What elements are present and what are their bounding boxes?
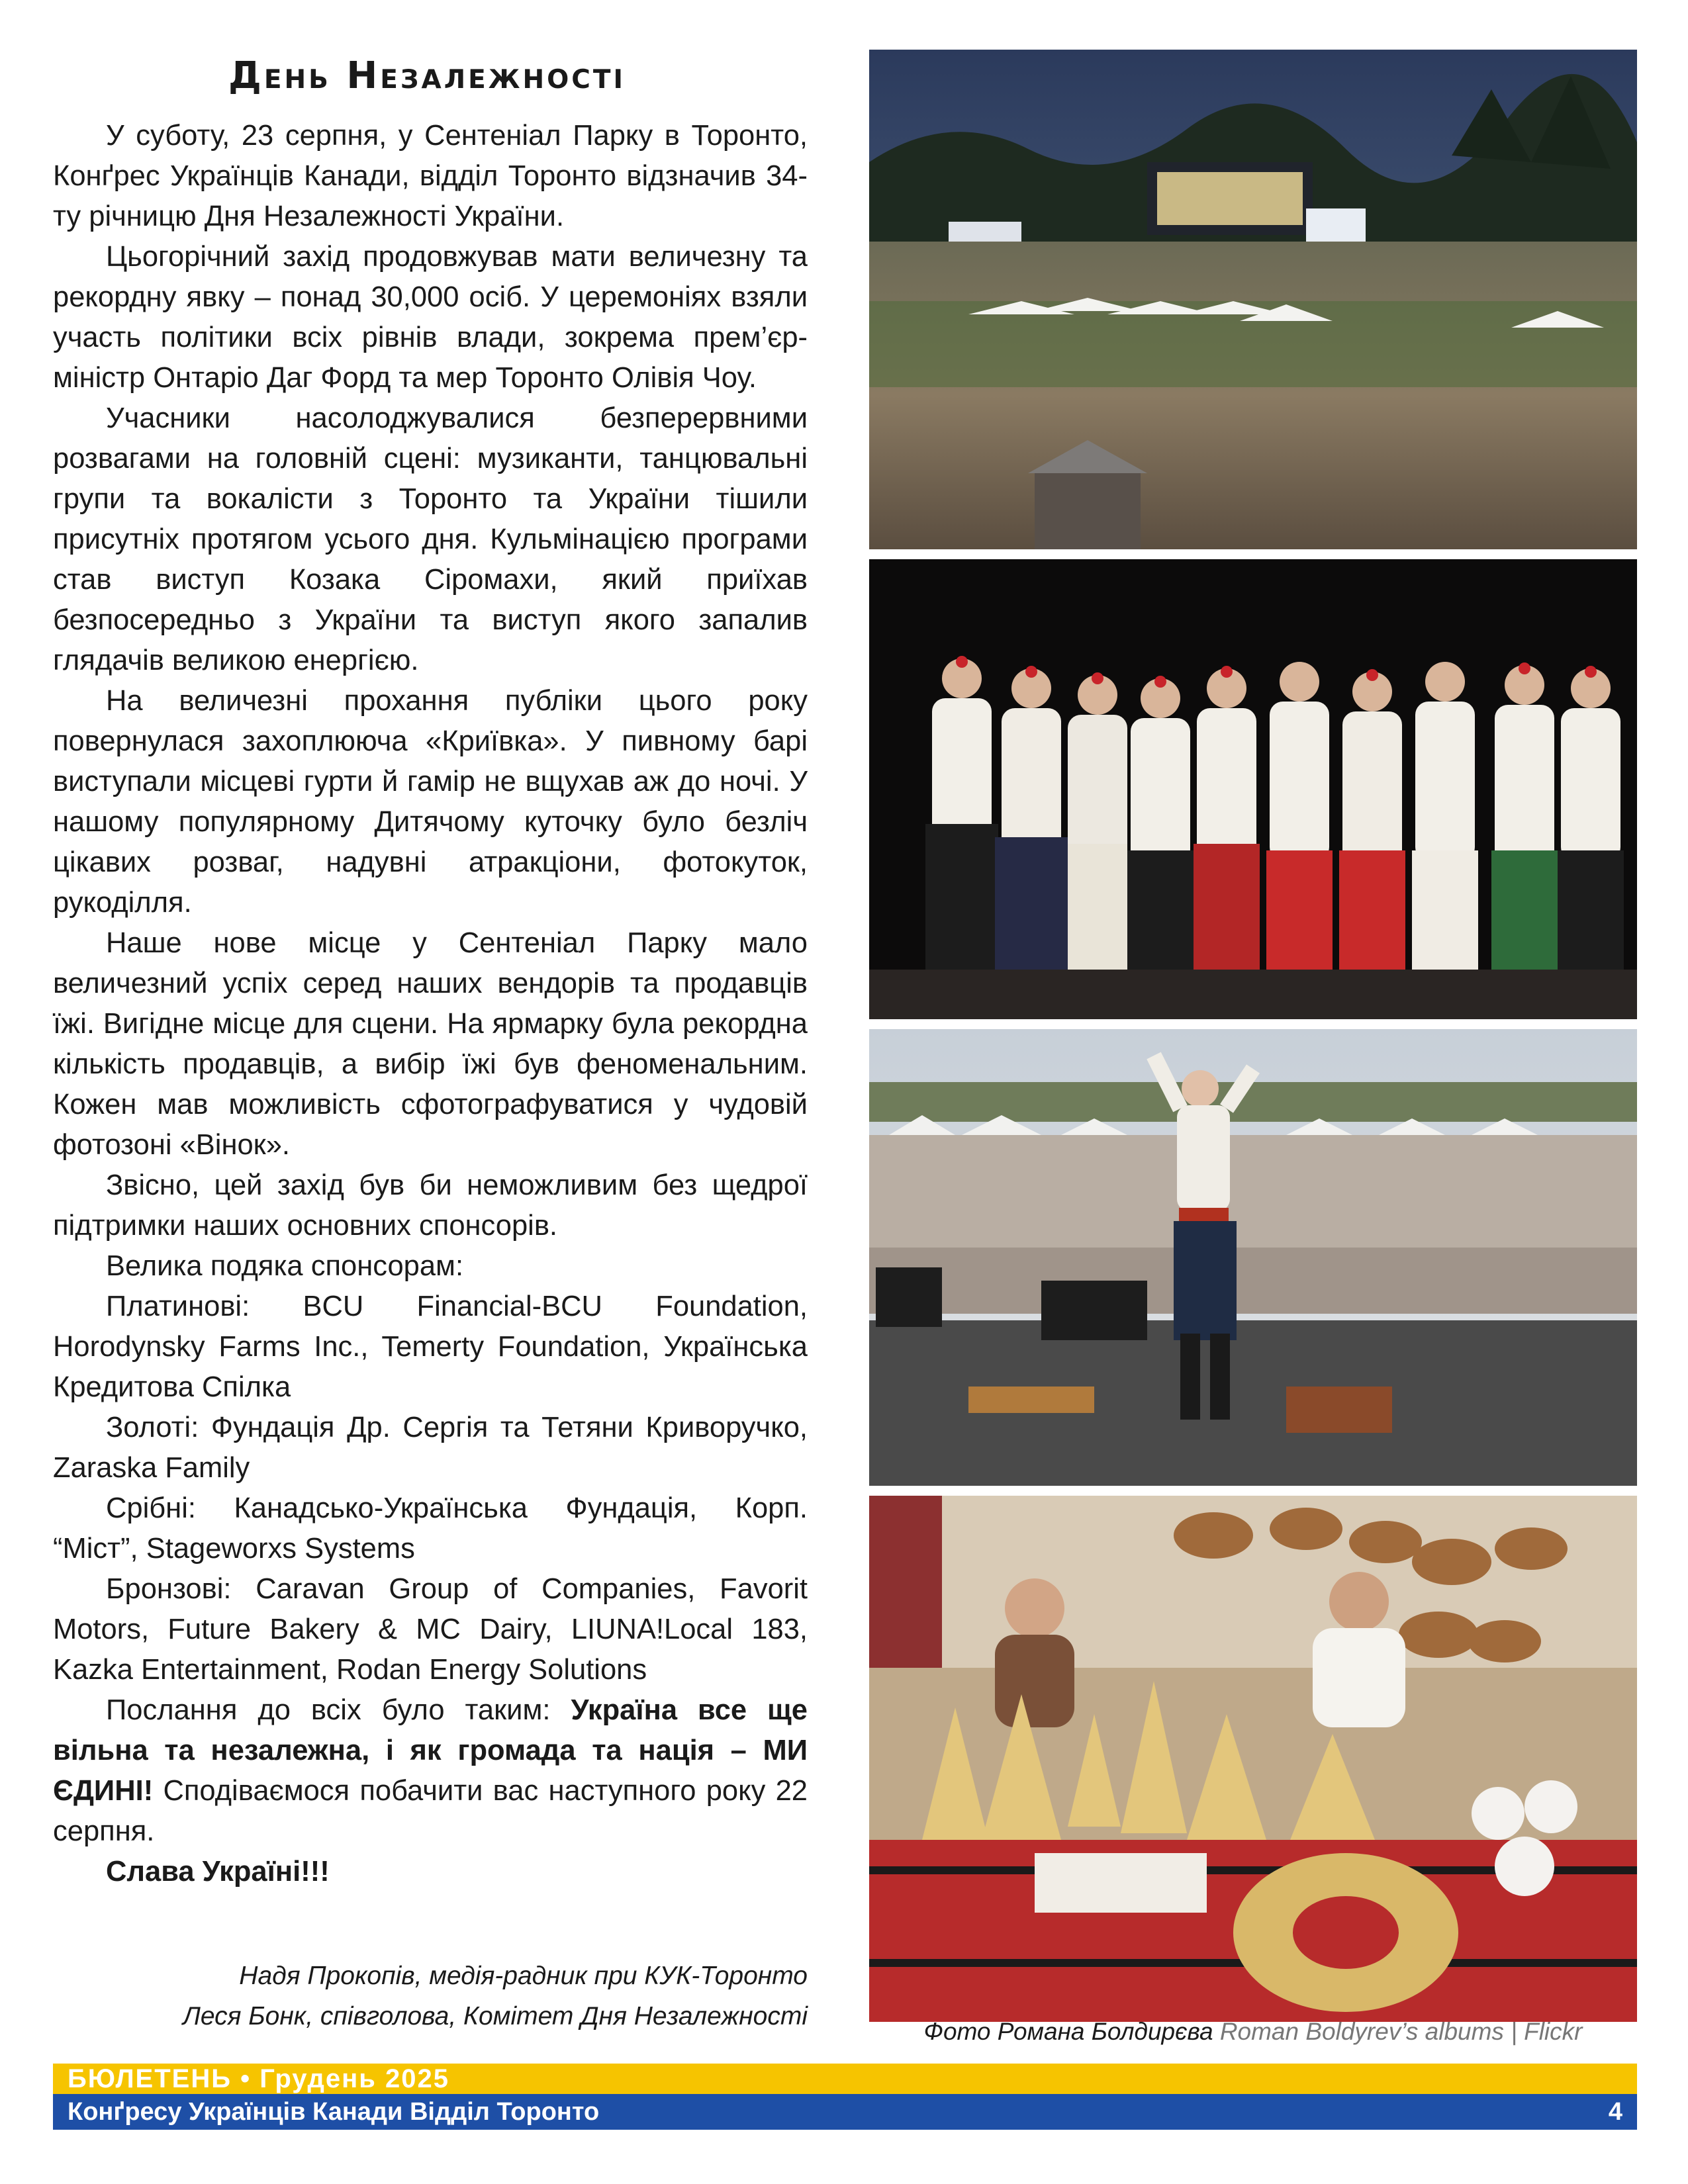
photo-festival-crowd-night: [869, 50, 1637, 549]
photo-wheat-craft-stall: [869, 1496, 1637, 2022]
message-end: Сподіваємося побачити вас наступного року 22 серпня.: [53, 1775, 808, 1847]
sponsors-bronze: Бронзові: Caravan Group of Companies, Favorit Motors, Future Bakery & MC Dairy, LIUNA!Local 183, Kazka Entertainment, Rodan Energy Solutions: [53, 1573, 808, 1686]
paragraph-thanks: Велика подяка спонсорам:: [106, 1250, 464, 1282]
paragraph-entertainment: Учасники насолоджувалися безперервними розвагами на головній сцені: музиканти, танцювальні групи та вокалісти з Торонто та України тішили присутніх протягом усього дня. Кульмінацією програми став виступ Козака Сіромахи, який приїхав безпосередньо з України та виступ якого запалив глядачів великою енергією.: [53, 402, 808, 676]
sponsors-gold: Золоті: Фундація Др. Сергія та Тетяни Криворучко, Zaraska Family: [53, 1412, 808, 1484]
photo-credit-author: Фото Романа Болдирєва: [923, 2018, 1220, 2045]
signature-line-1: Надя Прокопів, медія-радник при КУК-Торонто: [239, 1962, 808, 1990]
photo-credit: [869, 2012, 1637, 2052]
photo-performer-crowd: [869, 1029, 1637, 1486]
sponsors-silver: Срібні: Канадсько-Українська Фундація, Корп. “Міст”, Stageworxs Systems: [53, 1492, 808, 1565]
footer-org-bar: [53, 2094, 1637, 2130]
footer-bulletin-bar: [53, 2064, 1637, 2094]
article-body: [53, 116, 808, 1892]
paragraph-intro: У суботу, 23 серпня, у Сентеніал Парку в Торонто, Конґрес Українців Канади, відділ Торонто відзначив 34-ту річницю Дня Незалежності України.: [53, 120, 808, 232]
footer-bulletin-title: БЮЛЕТЕНЬ • Грудень 2025: [68, 2064, 449, 2093]
photo-credit-flickr-link[interactable]: Roman Boldyrev’s albums | Flickr: [1219, 2018, 1583, 2045]
paragraph-attendance: Цьогорічний захід продовжував мати величезну та рекордну явку – понад 30,000 осіб. У церемоніях взяли участь політики всіх рівнів влади, зокрема прем’єр-міністр Онтаріо Даг Форд та мер Торонто Олівія Чоу.: [53, 241, 808, 394]
sponsors-platinum: Платинові: BCU Financial-BCU Foundation, Horodynsky Farms Inc., Temerty Foundation, Українська Кредитова Спілка: [53, 1291, 808, 1403]
paragraph-message: [53, 1690, 808, 1852]
footer-organization: Конґресу Українців Канади Відділ Торонто: [68, 2098, 600, 2126]
paragraph-kryivka: На величезні прохання публіки цього року повернулася захоплююча «Криївка». У пивному барі виступали місцеві гурти й гамір не вщухав аж до ночі. У нашому популярному Дитячому куточку було безліч цікавих розваг, надувні атракціони, фотокуток, рукоділля.: [53, 685, 808, 919]
paragraph-sponsors-intro: Звісно, цей захід був би неможливим без щедрої підтримки наших основних спонсорів.: [53, 1169, 808, 1242]
signature: [53, 1956, 808, 2036]
message-start: Послання до всіх було таким:: [106, 1694, 571, 1726]
article-title: День Незалежності: [228, 54, 626, 97]
photo-choir-on-stage: [869, 559, 1637, 1019]
paragraph-venue: Наше нове місце у Сентеніал Парку мало величезний успіх серед наших вендорів та продавців їжі. Вигідне місце для сцени. На ярмарку була рекордна кількість продавців, а вибір їжі був феноменальним. Кожен мав можливість сфотографуватися у чудовій фотозоні «Вінок».: [53, 927, 808, 1161]
slava-ukraini: Слава Україні!!!: [106, 1856, 330, 1888]
page-number: 4: [1608, 2098, 1622, 2126]
message-bold: Україна все ще вільна та незалежна, і як громада та нація – МИ ЄДИНІ!: [53, 1694, 808, 1807]
signature-line-2: Леся Бонк, співголова, Комітет Дня Незалежності: [183, 2002, 808, 2030]
